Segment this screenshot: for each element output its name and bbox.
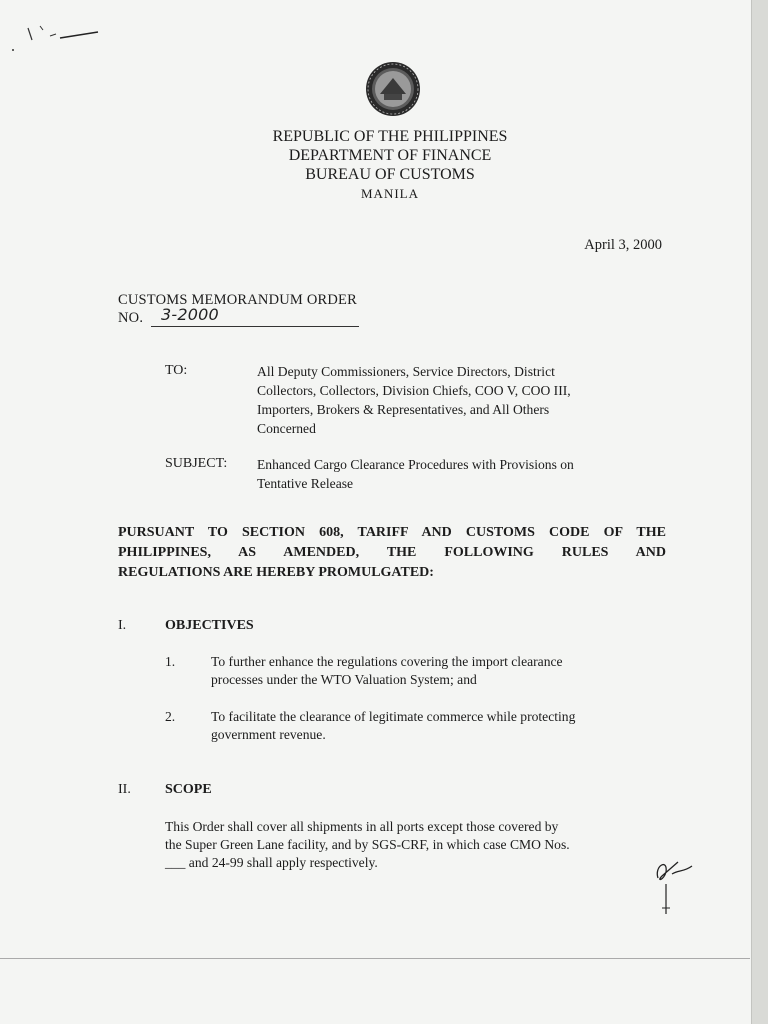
city-line: MANILA: [361, 186, 419, 201]
objective-item-number: 1.: [165, 654, 176, 669]
to-line: Collectors, Collectors, Division Chiefs, COO V, COO III,: [257, 383, 571, 398]
bureau-seal-icon: [364, 60, 422, 118]
objective-item-text: [211, 708, 669, 744]
to-line: Importers, Brokers & Representatives, and All Others: [257, 402, 550, 417]
bureau-line: BUREAU OF CUSTOMS: [305, 166, 475, 183]
scope-line: ___ and 24-99 shall apply respectively.: [165, 855, 378, 870]
pursuant-clause: [118, 523, 666, 583]
to-label: TO:: [165, 363, 188, 378]
scope-number: II.: [118, 782, 131, 797]
order-number-row: [118, 305, 359, 327]
subject-text: [257, 455, 677, 493]
subject-label: SUBJECT:: [165, 456, 228, 471]
to-recipients: [257, 362, 677, 438]
pursuant-line: PURSUANT TO SECTION 608, TARIFF AND CUSTOMS CODE OF THE: [118, 525, 666, 540]
objective-item-text: [211, 653, 669, 689]
letterhead: [0, 127, 768, 203]
scope-line: This Order shall cover all shipments in all ports except those covered by: [165, 819, 559, 834]
page-bottom-edge: [0, 958, 750, 959]
subject-line: Tentative Release: [257, 476, 354, 491]
to-line: Concerned: [257, 421, 316, 436]
order-number-value: 3-2000: [161, 305, 219, 324]
objective-item-line: To facilitate the clearance of legitimate commerce while protecting: [211, 709, 576, 724]
objectives-heading: OBJECTIVES: [165, 618, 254, 633]
scan-mark: [10, 22, 100, 52]
department-line: DEPARTMENT OF FINANCE: [288, 147, 492, 164]
objective-item-line: processes under the WTO Valuation System; and: [211, 672, 477, 687]
order-number-label: NO.: [118, 310, 144, 326]
republic-line: REPUBLIC OF THE PHILIPPINES: [272, 128, 508, 145]
document-date: April 3, 2000: [584, 237, 662, 253]
pursuant-line: PHILIPPINES, AS AMENDED, THE FOLLOWING RULES AND: [118, 545, 666, 560]
order-heading: [118, 291, 359, 327]
order-number-underline: [151, 305, 359, 327]
scope-heading: SCOPE: [165, 782, 212, 797]
order-title: CUSTOMS MEMORANDUM ORDER: [118, 292, 357, 308]
pursuant-line: REGULATIONS ARE HEREBY PROMULGATED:: [118, 565, 434, 580]
subject-line: Enhanced Cargo Clearance Procedures with Provisions on: [257, 457, 574, 472]
objective-item-number: 2.: [165, 709, 176, 724]
scope-line: the Super Green Lane facility, and by SGS-CRF, in which case CMO Nos.: [165, 837, 570, 852]
objective-item-line: government revenue.: [211, 727, 326, 742]
to-line: All Deputy Commissioners, Service Directors, District: [257, 364, 555, 379]
objectives-number: I.: [118, 618, 127, 633]
objective-item-line: To further enhance the regulations covering the import clearance: [211, 654, 563, 669]
initials-signature: [648, 848, 698, 918]
scope-paragraph: [165, 818, 669, 872]
